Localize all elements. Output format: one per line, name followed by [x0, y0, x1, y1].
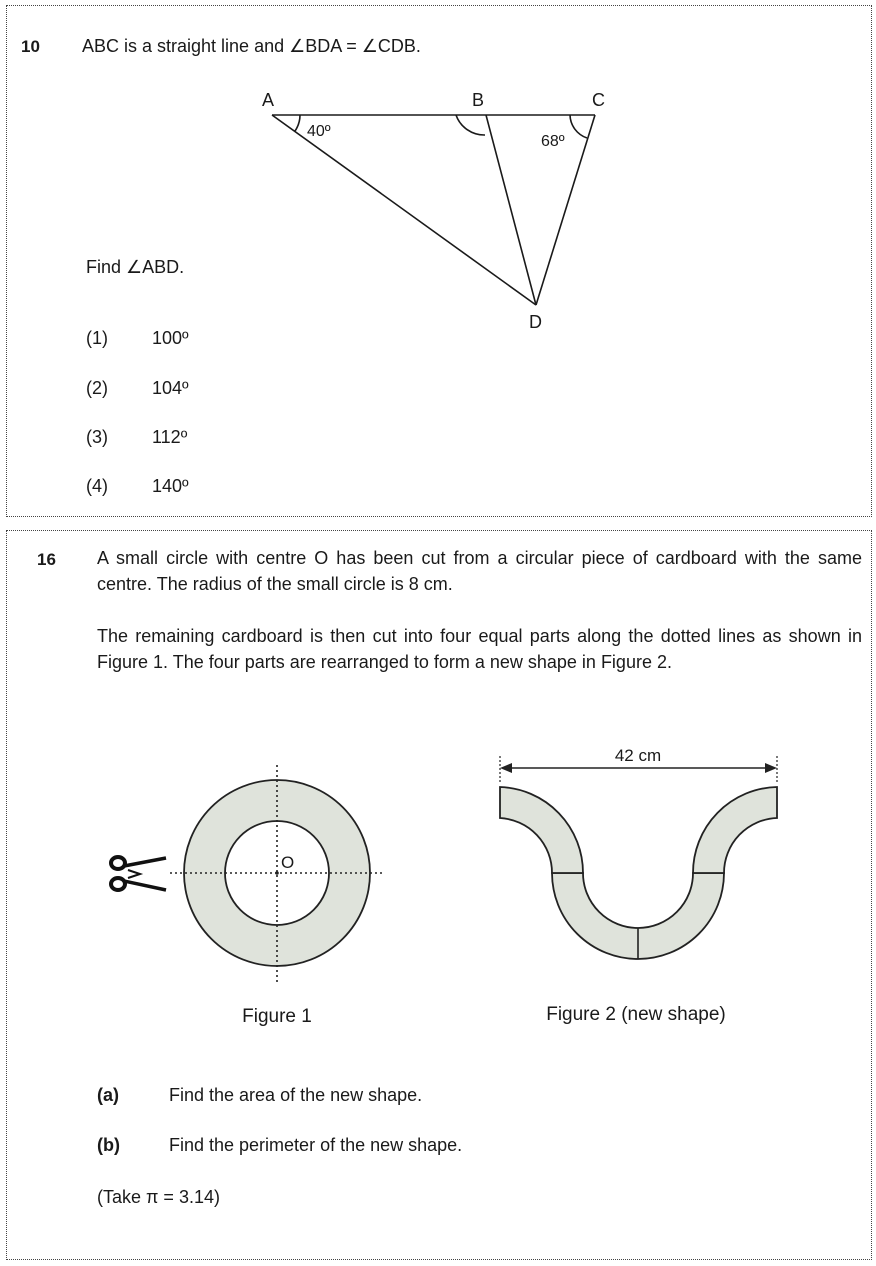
option-key: (3): [86, 427, 108, 447]
point-b-label: B: [472, 90, 485, 110]
left-top-segment: [500, 787, 583, 873]
option-key: (1): [86, 328, 108, 348]
point-d-label: D: [529, 312, 542, 332]
question-statement: ABC is a straight line and ∠BDA = ∠CDB.: [82, 36, 421, 56]
part-text: Find the area of the new shape.: [169, 1085, 423, 1105]
option-value: 104º: [152, 378, 189, 398]
centre-point: [275, 871, 279, 875]
part-key: (a): [97, 1085, 119, 1105]
figure-1-ring: [170, 765, 385, 985]
centre-label: O: [281, 853, 295, 872]
figure-2-caption: Figure 2 (new shape): [546, 1004, 726, 1025]
right-top-segment: [693, 787, 777, 873]
angle-c-label: 68º: [541, 133, 565, 150]
point-c-label: C: [592, 90, 605, 110]
scissors-icon: [111, 857, 166, 890]
angle-a-label: 40º: [307, 123, 331, 140]
option-value: 140º: [152, 476, 189, 496]
option-value: 100º: [152, 328, 189, 348]
dimension-label: 42 cm: [614, 746, 662, 765]
question-prompt: Find ∠ABD.: [86, 257, 185, 277]
part-key: (b): [97, 1135, 120, 1155]
figure-2-shape: [500, 746, 777, 959]
figure-1-caption: Figure 1: [242, 1006, 312, 1027]
question-number: 10: [21, 37, 40, 56]
option-key: (4): [86, 476, 108, 496]
question-paragraph-1: A small circle with centre O has been cut from a circular piece of cardboard with the same centre. The radius of the small circle is 8 cm.: [97, 548, 862, 594]
note: (Take π = 3.14): [97, 1187, 220, 1207]
option-value: 112º: [152, 427, 188, 447]
question-number: 16: [37, 550, 56, 569]
part-text: Find the perimeter of the new shape.: [169, 1135, 463, 1155]
question-paragraph-2: The remaining cardboard is then cut into four equal parts along the dotted lines as shown in Figure 1. The four parts are rearranged to form a new shape in Figure 2.: [97, 626, 862, 672]
point-a-label: A: [262, 90, 275, 110]
option-key: (2): [86, 378, 108, 398]
